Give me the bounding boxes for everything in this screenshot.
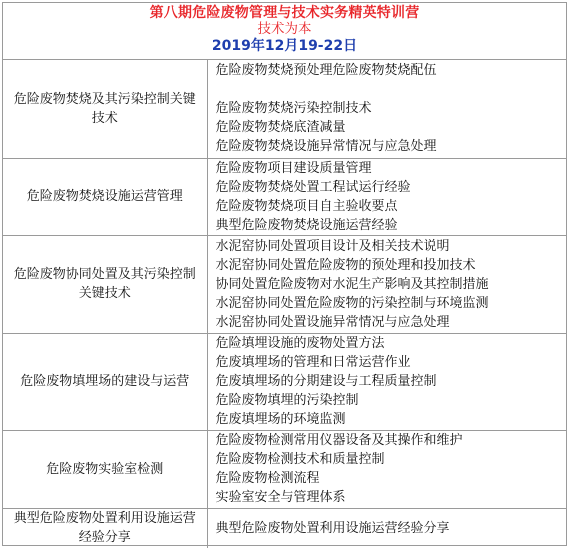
topic-cell: 危险废物实验室检测: [3, 430, 207, 508]
table-row: [3, 235, 566, 333]
table-row: [3, 333, 566, 430]
detail-item: 危险废物焚烧设施异常情况与应急处理: [215, 139, 437, 155]
detail-item: 水泥窑协同处置危险废物的污染控制与环境监测: [215, 295, 489, 311]
detail-item: 危险填埋设施的废物处置方法: [215, 336, 385, 351]
detail-item: 水泥窑协同处置项目设计及相关技术说明: [215, 238, 450, 254]
details-cell: [207, 430, 566, 508]
event-date: 2019年12月19-22日: [211, 38, 358, 54]
schedule-header: [3, 3, 566, 60]
page-title: 第八期危险废物管理与技术实务精英特训营: [149, 5, 420, 21]
detail-item: 典型危险废物焚烧设施运营经验: [215, 217, 398, 233]
detail-item: [216, 80, 567, 99]
details-cell: [207, 235, 566, 333]
table-row: [3, 508, 566, 548]
detail-item: 危险废物项目建设质量管理: [215, 160, 372, 176]
detail-item: 水泥窑协同处置设施异常情况与应急处理: [215, 314, 450, 330]
topic-cell: 危险废物焚烧及其污染控制关键技术: [3, 60, 207, 158]
detail-item: 危险废物焚烧处置工程试运行经验: [215, 179, 411, 195]
detail-item: 危险废物检测流程: [215, 471, 320, 486]
detail-item: 危险废物焚烧底渣减量: [215, 120, 346, 136]
topic-cell: 典型危险废物处置利用设施运营经验分享: [3, 508, 207, 548]
training-schedule-sheet: [2, 2, 567, 546]
table-row: [3, 430, 566, 508]
details-cell: [207, 333, 566, 430]
detail-item: 危险废物焚烧预处理危险废物焚烧配伍: [215, 63, 437, 79]
detail-item: 危险废物焚烧项目自主验收要点: [215, 198, 398, 214]
table-row: [3, 60, 566, 158]
details-cell: [207, 508, 566, 548]
topic-cell: 危险废物焚烧设施运营管理: [3, 158, 207, 235]
detail-item: 实验室安全与管理体系: [215, 490, 346, 505]
detail-item: 危险废物焚烧污染控制技术: [215, 101, 372, 117]
detail-item: 典型危险废物处置利用设施运营经验分享: [215, 520, 450, 536]
detail-item: 危险废物填埋的污染控制: [215, 393, 359, 408]
page-subtitle: 技术为本: [257, 21, 312, 37]
schedule-table: [3, 60, 566, 548]
detail-item: 危废填埋场的管理和日常运营作业: [215, 355, 411, 370]
topic-cell: 危险废物填埋场的建设与运营: [3, 333, 207, 430]
table-row: [3, 158, 566, 235]
topic-cell: 危险废物协同处置及其污染控制关键技术: [3, 235, 207, 333]
details-cell: [207, 60, 566, 158]
detail-item: 协同处置危险废物对水泥生产影响及其控制措施: [215, 276, 489, 292]
detail-item: 危险废物检测常用仪器设备及其操作和维护: [215, 433, 463, 448]
detail-item: 危险废物检测技术和质量控制: [215, 452, 385, 467]
detail-item: 水泥窑协同处置危险废物的预处理和投加技术: [215, 257, 476, 273]
detail-item: 危废填埋场的分期建设与工程质量控制: [215, 374, 437, 389]
detail-item: 危废填埋场的环境监测: [215, 412, 346, 427]
details-cell: [207, 158, 566, 235]
